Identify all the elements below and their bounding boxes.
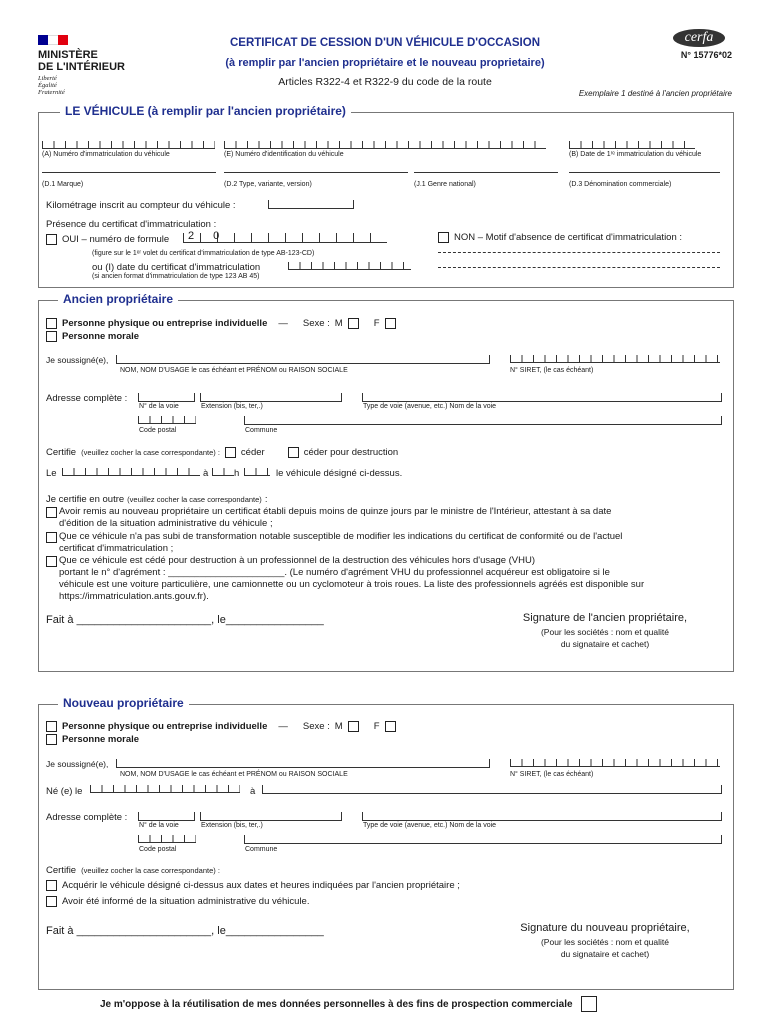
ancien-signature-note-2: du signataire et cachet) [560,639,650,649]
ancien-siret-field[interactable] [510,355,720,363]
motif-line-2[interactable] [438,267,720,268]
ancien-f-label: F [373,318,380,329]
ancien-fait-a[interactable]: Fait à ______________________, le________________ [46,614,324,626]
ancien-adresse-label: Adresse complète : [46,393,128,404]
cap-date-first-registration: (B) Date de 1ʳᵉ immatriculation du véhicule [569,151,702,158]
ancien-option-1-checkbox[interactable] [46,507,57,518]
ministry-name-2: DE L'INTÉRIEUR [38,61,125,73]
nouveau-pm-row [46,734,139,745]
nouveau-pm-label: Personne morale [62,734,140,745]
oui-label: OUI – numéro de formule [62,234,170,245]
ancien-cp-field[interactable] [138,416,196,424]
formule-prefill: 2 0 [188,230,228,242]
nouveau-signature-title: Signature du nouveau propriétaire, [520,922,690,934]
nouveau-ext-field[interactable] [200,812,342,821]
cap-vin: (E) Numéro d'identification du véhicule [224,151,344,158]
opposition-row [100,996,597,1012]
nouveau-a: à [250,786,256,797]
vehicule-legend: LE VÉHICULE (à remplir par l'ancien propriétaire) [60,104,351,118]
date-certificat-field[interactable] [288,262,411,270]
date-certificat-note: (si ancien format d'immatriculation de type 123 AB 45) [92,273,260,280]
cession-min-field[interactable] [244,468,270,476]
nouveau-voie-field[interactable] [362,812,722,821]
exemplaire-note: Exemplaire 1 destiné à l'ancien propriétaire [578,89,732,98]
nouveau-adresse-label: Adresse complète : [46,812,128,823]
ancien-option-3-checkbox[interactable] [46,556,57,567]
nouveau-signature-note-2: du signataire et cachet) [560,949,650,959]
certifie-outre-note: (veuillez cocher la case correspondante) [127,495,262,504]
nouveau-cap-nom: NOM, NOM D'USAGE le cas échéant et PRÉNOM ou RAISON SOCIALE [120,771,348,778]
ancien-certifie-note: (veuillez cocher la case correspondante) : [81,448,220,457]
ancien-certifie: Certifie [46,447,77,458]
non-label: NON – Motif d'absence de certificat d'immatriculation : [454,232,683,243]
republique-logo [38,35,138,105]
nouveau-pp-row [46,721,396,732]
nouveau-commune-field[interactable] [244,835,722,844]
nouveau-cap-cp: Code postal [139,846,177,853]
ancien-option-3-line4: https://immatriculation.ants.gouv.fr). [59,591,209,602]
ancien-pp-label: Personne physique ou entreprise individuelle [62,318,268,329]
cession-h: h [234,468,240,479]
non-row [438,232,682,243]
cession-date-field[interactable] [62,468,200,476]
nouveau-signature-note-1: (Pour les sociétés : nom et qualité [540,937,670,947]
cap-marque: (D.1 Marque) [42,181,84,188]
nouveau-certifie: Certifie [46,865,77,876]
ancien-option-3-line2: portant le n° d'agrément : ______________________. (Le numéro d'agrément VHU du professionnel acquéreur est obligatoire si le [59,567,610,578]
nouveau-lieu-naissance-field[interactable] [262,785,722,794]
ancien-option-1-line1: Avoir remis au nouveau propriétaire un certificat établi depuis moins de quinze jours par le ministre de l'Intérieur, attestant à sa date [59,506,612,517]
ancien-option-3-line3: véhicule est une voiture particulière, une camionnette ou un cyclomoteur à trois roues. La liste des professionnels agréés est disponible sur [59,579,645,590]
oui-row [46,234,169,245]
cession-le: Le [46,468,57,479]
nouveau-ne-le: Né (e) le [46,786,83,797]
ceder-label: céder [240,447,265,458]
formule-field[interactable] [183,230,387,243]
nouveau-cap-commune: Commune [245,846,278,853]
certifie-outre: Je certifie en outre [46,494,125,505]
cap-type: (D.2 Type, variante, version) [224,181,312,188]
nouveau-m-checkbox[interactable] [348,721,359,732]
date-certificat-label: ou (I) date du certificat d'immatriculation [92,262,261,273]
ancien-nom-field[interactable] [116,355,490,364]
nouveau-cap-ext: Extension (bis, ter,.) [201,822,263,829]
nouveau-option-2-label: Avoir été informé de la situation administrative du véhicule. [62,896,310,907]
cession-hour-field[interactable] [212,468,234,476]
ancien-ext-field[interactable] [200,393,342,402]
nouveau-cp-field[interactable] [138,835,196,843]
form-subtitle: (à remplir par l'ancien propriétaire et le nouveau proprietaire) [225,57,545,69]
nouveau-option-1 [46,880,460,891]
nouveau-siret-field[interactable] [510,759,720,767]
nouveau-dash: — [278,721,288,732]
ceder-destruction-label: céder pour destruction [303,447,399,458]
oui-note: (figure sur le 1ᵉʳ volet du certificat d'immatriculation de type AB-123-CD) [92,250,315,257]
nouveau-option-2-checkbox[interactable] [46,896,57,907]
nouveau-f-checkbox[interactable] [385,721,396,732]
nouveau-option-1-checkbox[interactable] [46,880,57,891]
ancien-voie-field[interactable] [362,393,722,402]
vin-field[interactable] [224,141,546,149]
km-field[interactable] [268,200,354,209]
certifie-outre-row [46,494,267,505]
nouveau-soussigne: Je soussigné(e), [46,759,109,769]
nouveau-certifie-note: (veuillez cocher la case correspondante) : [81,866,220,875]
ancien-sexe-label: Sexe : [302,318,330,329]
ceder-destruction-checkbox[interactable] [288,447,299,458]
ancien-signature-note-1: (Pour les sociétés : nom et qualité [540,627,670,637]
ancien-m-checkbox[interactable] [348,318,359,329]
ancien-cap-siret: N° SIRET, (le cas échéant) [510,367,594,374]
ancien-pm-row [46,331,139,342]
denomination-field[interactable] [569,172,720,173]
ancien-signature-title: Signature de l'ancien propriétaire, [522,612,688,624]
nouveau-option-2 [46,896,309,907]
ancien-legend: Ancien propriétaire [58,292,178,306]
immatriculation-field[interactable] [42,141,215,149]
ancien-num-field[interactable] [138,393,195,402]
nouveau-num-field[interactable] [138,812,195,821]
ancien-cap-type: Type de voie (avenue, etc.) Nom de la voie [363,403,497,410]
cap-immatriculation: (A) Numéro d'immatriculation du véhicule [42,151,170,158]
ancien-pm-label: Personne morale [62,331,140,342]
nouveau-naissance-field[interactable] [90,785,240,793]
ancien-soussigne: Je soussigné(e), [46,355,109,365]
ancien-certifie-row [46,447,398,458]
motto-1: Liberté [38,75,57,82]
nouveau-pp-checkbox[interactable] [46,721,57,732]
nouveau-fait-a[interactable]: Fait à ______________________, le________________ [46,925,324,937]
ancien-option-2-checkbox[interactable] [46,532,57,543]
nouveau-cap-siret: N° SIRET, (le cas échéant) [510,771,594,778]
ancien-cap-ext: Extension (bis, ter,.) [201,403,263,410]
cerfa-logo [673,29,725,47]
certifie-outre-colon: : [264,494,268,505]
flag-icon [38,35,68,45]
ancien-dash: — [278,318,288,329]
nouveau-f-label: F [373,721,380,732]
ceder-checkbox[interactable] [225,447,236,458]
cerfa-logo-text: cerfa [684,30,714,45]
nouveau-pp-label: Personne physique ou entreprise individuelle [62,721,268,732]
ancien-pp-row [46,318,396,329]
nouveau-option-1-label: Acquérir le véhicule désigné ci-dessus aux dates et heures indiquées par l'ancien propriétaire ; [62,880,460,891]
motto-2: Égalité [38,82,57,89]
ancien-cap-nom: NOM, NOM D'USAGE le cas échéant et PRÉNOM ou RAISON SOCIALE [120,367,348,374]
ancien-pp-checkbox[interactable] [46,318,57,329]
cerfa-number: N° 15776*02 [680,50,732,60]
ancien-m-label: M [334,318,343,329]
non-checkbox[interactable] [438,232,449,243]
cession-a: à [203,468,209,479]
nouveau-m-label: M [334,721,343,732]
type-field[interactable] [224,172,408,173]
nouveau-legend: Nouveau propriétaire [58,696,189,710]
motto-3: Fraternité [38,89,65,96]
form-articles: Articles R322-4 et R322-9 du code de la route [278,76,492,88]
oui-checkbox[interactable] [46,234,57,245]
ancien-option-2-line1: Que ce véhicule n'a pas subi de transformation notable susceptible de modifier les indications du certificat de conformité ou de l'actuel [59,531,623,542]
ancien-cap-cp: Code postal [139,427,177,434]
marque-field[interactable] [42,172,216,173]
nouveau-certifie-row [46,865,220,876]
ancien-f-checkbox[interactable] [385,318,396,329]
cession-vehicule-designe: le véhicule désigné ci-dessus. [276,468,403,479]
nouveau-cap-num: N° de la voie [139,822,179,829]
motif-line-1[interactable] [438,252,720,253]
ancien-cap-num: N° de la voie [139,403,179,410]
ancien-option-2-line2: certificat d'immatriculation ; [59,543,174,554]
date-first-registration-field[interactable] [569,141,695,149]
genre-field[interactable] [414,172,558,173]
ancien-commune-field[interactable] [244,416,722,425]
nouveau-cap-type: Type de voie (avenue, etc.) Nom de la voie [363,822,497,829]
nouveau-sexe-label: Sexe : [302,721,330,732]
form-title: CERTIFICAT DE CESSION D'UN VÉHICULE D'OCCASION [229,37,541,49]
opposition-label: Je m'oppose à la réutilisation de mes données personnelles à des fins de prospection commerciale [100,998,573,1010]
presence-label: Présence du certificat d'immatriculation : [46,219,217,230]
opposition-checkbox[interactable] [581,996,597,1012]
cap-genre: (J.1 Genre national) [414,181,476,188]
ancien-option-1-line2: d'édition de la situation administrative du véhicule ; [59,518,273,529]
nouveau-pm-checkbox[interactable] [46,734,57,745]
ancien-cap-commune: Commune [245,427,278,434]
ministry-name-1: MINISTÈRE [38,49,98,61]
ancien-pm-checkbox[interactable] [46,331,57,342]
nouveau-nom-field[interactable] [116,759,490,768]
ancien-option-3-line1: Que ce véhicule est cédé pour destruction à un professionnel de la destruction des véhicules hors d'usage (VHU) [59,555,536,566]
km-label: Kilométrage inscrit au compteur du véhicule : [46,200,236,211]
cap-denomination: (D.3 Dénomination commerciale) [569,181,672,188]
